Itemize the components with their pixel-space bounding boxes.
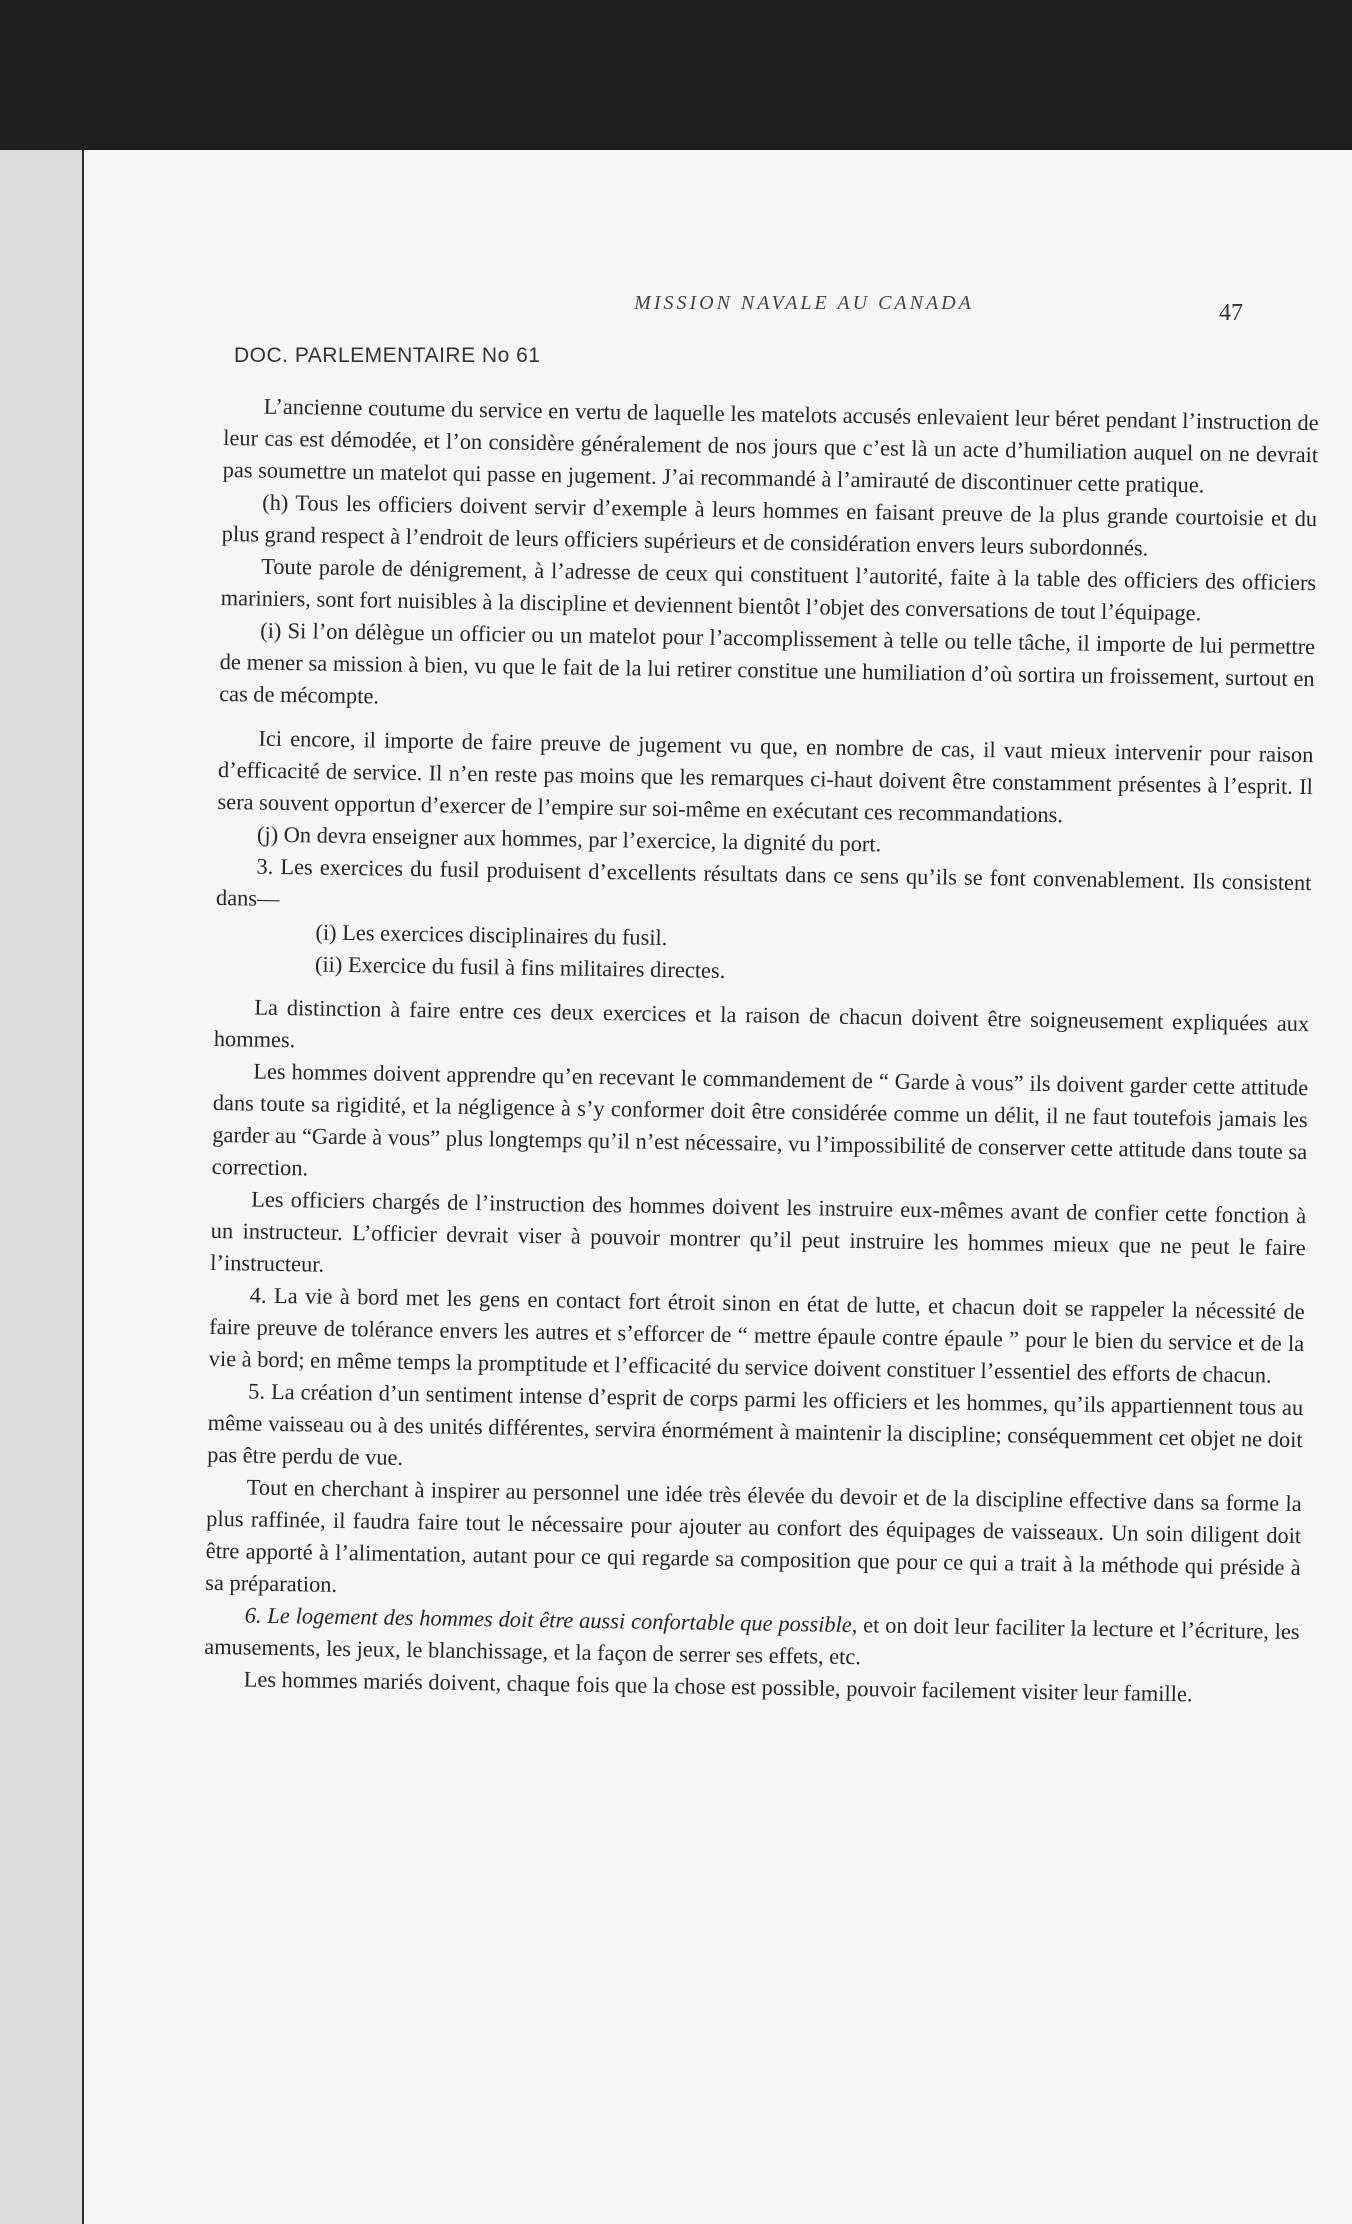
scan-background [0, 0, 1352, 150]
page-number: 47 [1219, 300, 1243, 326]
paragraph: Tout en cherchant à inspirer au personnel une idée très élevée du devoir et de la discipline effective dans sa forme la plus raffinée, il faudra faire tout le nécessaire pour ajouter au confort des équipages de vaisseaux. Un soin diligent doit être apporté à l’alimentation, autant pour ce qui regarde sa composition que pour ce qui a trait à la méthode qui préside à sa préparation. [205, 1474, 1302, 1598]
paragraph: Ici encore, il importe de faire preuve de jugement vu que, en nombre de cas, il vaut mieux intervenir pour raison d’efficacité de service. Il n’en reste pas moins que les remarques ci-haut doivent être constamment présentes à l’esprit. Il sera souvent opportun d’exercer de l’empire sur soi-même en exécutant ces recommandations. [217, 725, 1314, 828]
list-item: (i) Les exercices disciplinaires du fusil. [315, 919, 668, 950]
paragraph: Les hommes doivent apprendre qu’en recevant le commandement de “ Garde à vous” ils doivent garder cette attitude dans toute sa rigidité, et la négligence à s’y conformer doit être considérée comme un délit, il ne faut toutefois jamais les garder au “Garde à vous” plus longtemps qu’il n’est nécessaire, vu l’impossibilité de conserver cette attitude dans toute sa correction. [211, 1058, 1309, 1181]
paragraph: (h) Tous les officiers doivent servir d’exemple à leurs hommes en faisant preuve de la plus grande courtoisie et du plus grand respect à l’endroit de leurs officiers supérieurs et de considération envers leurs subordonnés. [221, 489, 1318, 561]
paragraph: Toute parole de dénigrement, à l’adresse de ceux qui constituent l’autorité, faite à la table des officiers des officiers mariniers, sont fort nuisibles à la discipline et deviennent bientôt l’objet des conversations de tout l’équipage. [220, 553, 1317, 626]
paragraph: (i) Si l’on délègue un officier ou un matelot pour l’accomplissement à telle ou telle tâche, il importe de lui permettre de mener sa mission à bien, vu que le fait de la lui retirer constitue une humiliation d’où sortira un froissement, surtout en cas de mécompte. [219, 617, 1316, 709]
paragraph: 4. La vie à bord met les gens en contact fort étroit sinon en état de lutte, et chacun doit se rappeler la nécessité de faire preuve de tolérance envers les autres et s’efforcer de “ mettre épaule contre épaule ” pour le bien du service et de la vie à bord; en même temps la promptitude et l’efficacité du service doivent constituer l’essentiel des efforts de chacun. [208, 1282, 1305, 1388]
running-title: MISSION NAVALE AU CANADA [634, 292, 974, 314]
paragraph: 5. La création d’un sentiment intense d’esprit de corps parmi les officiers et les hommes, qu’ils appartiennent tous au même vaisseau ou à des unités différentes, servira énormément à maintenir la discipline; conséquemment cet objet ne doit pas être perdu de vue. [207, 1378, 1304, 1470]
body-text [203, 390, 1318, 1712]
paragraph-italic-intro: 6. Le logement des hommes doit être aussi confortable que possible, [244, 1602, 858, 1638]
paragraph: Les hommes mariés doivent, chaque fois que la chose est possible, pouvoir facilement visiter leur famille. [243, 1666, 1193, 1707]
paragraph: 3. Les exercices du fusil produisent d’excellents résultats dans ce sens qu’ils se font convenablement. Ils consistent dans— [215, 854, 1312, 912]
document-label: DOC. PARLEMENTAIRE No 61 [234, 344, 541, 367]
paragraph: (j) On devra enseigner aux hommes, par l’exercice, la dignité du port. [256, 821, 882, 857]
paragraph-continuation: et on doit leur faciliter la lecture et l’écriture, les amusements, les jeux, le blanchissage, et la façon de serrer ses effets, etc. [204, 1612, 1300, 1670]
list-item: (ii) Exercice du fusil à fins militaires directes. [314, 951, 726, 983]
paragraph: L’ancienne coutume du service en vertu de laquelle les matelots accusés enlevaient leur béret pendant l’instruction de leur cas est démodée, et l’on considère généralement de nos jours que c’est là un acte d’humiliation auquel on ne devrait pas soumettre un matelot qui passe en jugement. J’ai recommandé à l’amirauté de discontinuer cette pratique. [222, 393, 1319, 498]
document-page [84, 150, 1352, 2224]
paragraph: La distinction à faire entre ces deux exercices et la raison de chacun doivent être soigneusement expliquées aux hommes. [213, 994, 1310, 1052]
paragraph: Les officiers chargés de l’instruction des hommes doivent les instruire eux-mêmes avant de confier cette fonction à un instructeur. L’officier devrait viser à pouvoir montrer qu’il peut instruire les hommes mieux que ne peut le faire l’instructeur. [210, 1186, 1307, 1277]
previous-page-edge [0, 150, 92, 2224]
